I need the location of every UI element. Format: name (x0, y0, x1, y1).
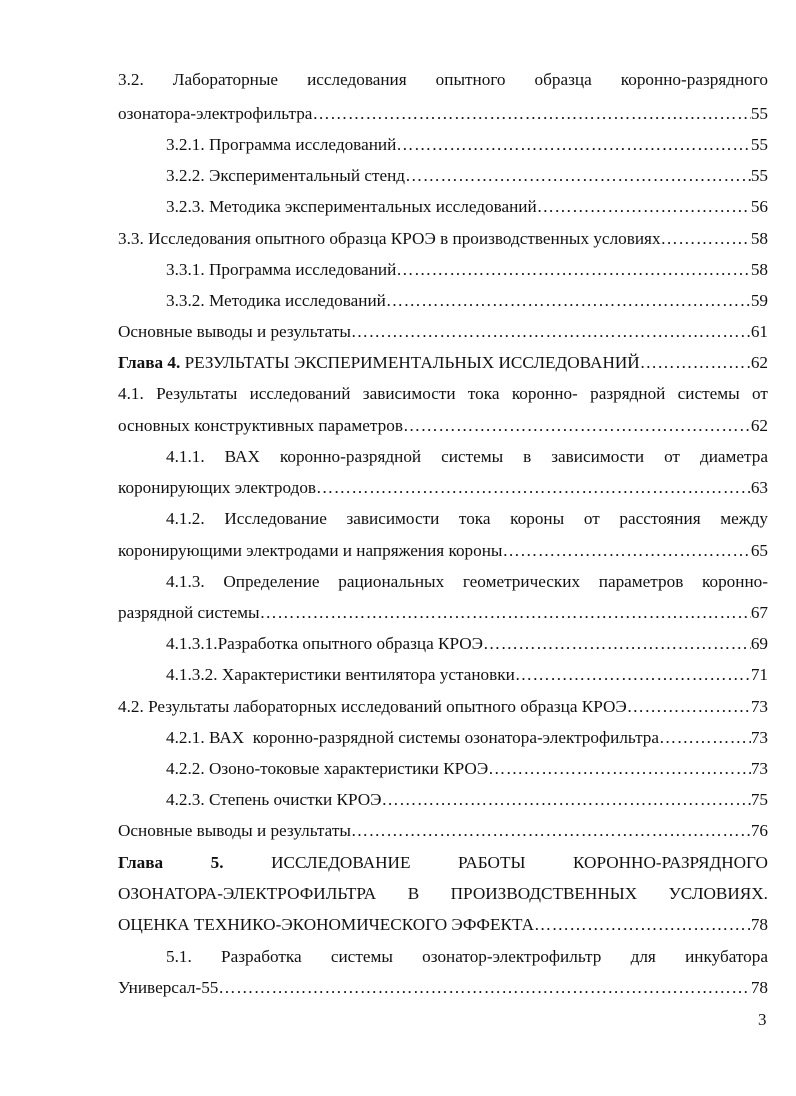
word: Разработка (221, 947, 302, 966)
entry-page: 69 (750, 634, 768, 653)
entry-page: 73 (750, 759, 768, 778)
word: 4.1.2. (166, 509, 205, 528)
word: системы (677, 384, 740, 403)
entry-text: ОЦЕНКА ТЕХНИКО-ЭКОНОМИЧЕСКОГО ЭФФЕКТА (118, 915, 535, 934)
dot-leader (396, 260, 751, 280)
word: коронно- (511, 384, 578, 403)
dot-leader (627, 697, 751, 717)
toc-entry-4-1-3-2 (166, 665, 768, 685)
entry-text: 3.3. Исследования опытного образца КРОЭ в производственных условиях (118, 229, 661, 248)
word: параметров (598, 572, 684, 591)
word: Лабораторные (172, 70, 279, 89)
entry-page: 55 (750, 104, 768, 123)
toc-entry-4-1-3-cont (118, 603, 768, 623)
entry-text: 4.1.3.1.Разработка опытного образца КРОЭ (166, 634, 484, 653)
word: системы (441, 447, 504, 466)
entry-text: 3.3.2. Методика исследований (166, 291, 386, 310)
entry-page: 58 (750, 229, 768, 248)
word: от (752, 384, 768, 403)
entry-page: 78 (750, 915, 768, 934)
toc-entry-3-2-cont (118, 104, 768, 124)
dot-leader (659, 728, 751, 748)
entry-text: 3.2.3. Методика экспериментальных исследований (166, 197, 537, 216)
word: в (523, 447, 532, 466)
entry-text: 3.2.2. Экспериментальный стенд (166, 166, 406, 185)
entry-text: коронирующими электродами и напряжения короны (118, 541, 503, 560)
dot-leader (396, 135, 751, 155)
entry-page: 55 (750, 166, 768, 185)
entry-text: 3.3.1. Программа исследований (166, 260, 397, 279)
word: зависимости (362, 384, 456, 403)
word: геометрических (462, 572, 581, 591)
entry-page: 56 (750, 197, 768, 216)
dot-leader (403, 416, 751, 436)
word: между (720, 509, 768, 528)
word: Результаты (156, 384, 238, 403)
chapter-title: РЕЗУЛЬТАТЫ ЭКСПЕРИМЕНТАЛЬНЫХ ИССЛЕДОВАНИЙ (180, 353, 640, 372)
word: для (630, 947, 656, 966)
word: ПРОИЗВОДСТВЕННЫХ (450, 884, 638, 903)
toc-entry-4-1-3 (166, 572, 768, 592)
word: Исследование (224, 509, 327, 528)
toc-entry-4-1-3-1 (166, 634, 768, 654)
dot-leader (488, 759, 751, 779)
entry-text: основных конструктивных параметров (118, 416, 403, 435)
entry-page: 61 (750, 322, 768, 341)
toc-entry-5-1-cont (118, 978, 768, 998)
toc-entry-4-2 (118, 697, 768, 717)
dot-leader (386, 291, 751, 311)
toc-entry-chapter-4 (118, 353, 768, 373)
dot-leader (640, 353, 751, 373)
word: коронно-разрядного (620, 70, 768, 89)
entry-page: 78 (750, 978, 768, 997)
word: Определение (223, 572, 320, 591)
entry-text: 4.2.1. ВАХ коронно-разрядной системы озонатора-электрофильтра (166, 728, 660, 747)
dot-leader (534, 915, 751, 935)
word: образца (534, 70, 592, 89)
word: системы (330, 947, 393, 966)
toc-entry-3-2 (118, 70, 768, 90)
word: разрядной (590, 384, 666, 403)
page-number: 3 (758, 1010, 767, 1029)
entry-page: 73 (750, 697, 768, 716)
word: 4.1. (118, 384, 144, 403)
word: 4.1.1. (166, 447, 205, 466)
entry-page: 71 (750, 665, 768, 684)
dot-leader (381, 790, 750, 810)
toc-entry-3-3 (118, 229, 768, 249)
entry-text (118, 353, 640, 373)
word: расстояния (619, 509, 701, 528)
entry-page: 73 (750, 728, 768, 747)
entry-text: озонатора-электрофильтра (118, 104, 313, 123)
word: тока (458, 509, 491, 528)
dot-leader (405, 166, 751, 186)
entry-page: 55 (750, 135, 768, 154)
word: РАБОТЫ (458, 853, 526, 872)
toc-entry-4-2-2 (166, 759, 768, 779)
toc-entry-3-3-2 (166, 291, 768, 311)
word: ВАХ (224, 447, 260, 466)
toc-entry-4-1-cont (118, 416, 768, 436)
toc-entry-4-1-1 (166, 447, 768, 467)
entry-page: 63 (750, 478, 768, 497)
word: опытного (435, 70, 506, 89)
toc-entry-chapter-5-line3 (118, 915, 768, 935)
word: УСЛОВИЯХ. (668, 884, 768, 903)
dot-leader (260, 603, 751, 623)
entry-page: 65 (750, 541, 768, 560)
entry-text: Основные выводы и результаты (118, 322, 351, 341)
toc-entry-3-2-1 (166, 135, 768, 155)
entry-text: коронирующих электродов (118, 478, 317, 497)
entry-text: Основные выводы и результаты (118, 821, 351, 840)
toc-entry-chapter-5 (118, 853, 768, 873)
entry-page: 75 (750, 790, 768, 809)
dot-leader (515, 665, 751, 685)
word: исследований (249, 384, 351, 403)
dot-leader (316, 478, 751, 498)
dot-leader (312, 104, 750, 124)
entry-text: Универсал-55 (118, 978, 219, 997)
entry-text: 4.2.2. Озоно-токовые характеристики КРОЭ (166, 759, 489, 778)
entry-text: 4.2.3. Степень очистки КРОЭ (166, 790, 382, 809)
word: 3.2. (118, 70, 144, 89)
entry-text: 4.2. Результаты лабораторных исследований опытного образца КРОЭ (118, 697, 627, 716)
word: 5.1. (166, 947, 192, 966)
word: диаметра (699, 447, 768, 466)
word: зависимости (551, 447, 645, 466)
chapter-label: Глава (118, 853, 164, 872)
word: от (664, 447, 680, 466)
dot-leader (502, 541, 750, 561)
word: инкубатора (685, 947, 768, 966)
toc-entry-3-2-2 (166, 166, 768, 186)
word: коронно-разрядной (279, 447, 422, 466)
entry-page: 62 (750, 416, 768, 435)
toc-entry-3-2-3 (166, 197, 768, 217)
word: короны (510, 509, 565, 528)
toc-entry-4-1-2-cont (118, 541, 768, 561)
dot-leader (351, 322, 751, 342)
toc-entry-5-1 (166, 947, 768, 967)
toc-entry-3-3-1 (166, 260, 768, 280)
dot-leader (218, 978, 750, 998)
toc-entry-4-2-1 (166, 728, 768, 748)
toc-entry-4-1 (118, 384, 768, 404)
chapter-label: Глава 4. (118, 353, 181, 372)
toc-entry-chapter-5-line2 (118, 884, 768, 904)
toc-entry-conclusions-4 (118, 821, 768, 841)
toc-entry-4-1-1-cont (118, 478, 768, 498)
chapter-number: 5. (210, 853, 224, 872)
dot-leader (537, 197, 751, 217)
word: КОРОННО-РАЗРЯДНОГО (573, 853, 768, 872)
entry-page: 58 (750, 260, 768, 279)
entry-text: 4.1.3.2. Характеристики вентилятора установки (166, 665, 515, 684)
word: 4.1.3. (166, 572, 205, 591)
word: коронно- (702, 572, 768, 591)
entry-page: 59 (750, 291, 768, 310)
word: рациональных (338, 572, 445, 591)
dot-leader (351, 821, 751, 841)
word: зависимости (346, 509, 440, 528)
entry-text: 3.2.1. Программа исследований (166, 135, 397, 154)
entry-text: разрядной системы (118, 603, 260, 622)
toc-entry-conclusions-3 (118, 322, 768, 342)
word: ИССЛЕДОВАНИЕ (271, 853, 411, 872)
entry-page: 67 (750, 603, 768, 622)
word: озонатор-электрофильтр (422, 947, 602, 966)
dot-leader (483, 634, 751, 654)
entry-page: 76 (750, 821, 768, 840)
word: ОЗОНАТОРА-ЭЛЕКТРОФИЛЬТРА (118, 884, 377, 903)
toc-entry-4-1-2 (166, 509, 768, 529)
toc-entry-4-2-3 (166, 790, 768, 810)
word: от (583, 509, 600, 528)
word: В (407, 884, 420, 903)
word: исследования (307, 70, 407, 89)
entry-page: 62 (750, 353, 768, 372)
word: тока (467, 384, 500, 403)
dot-leader (661, 229, 751, 249)
